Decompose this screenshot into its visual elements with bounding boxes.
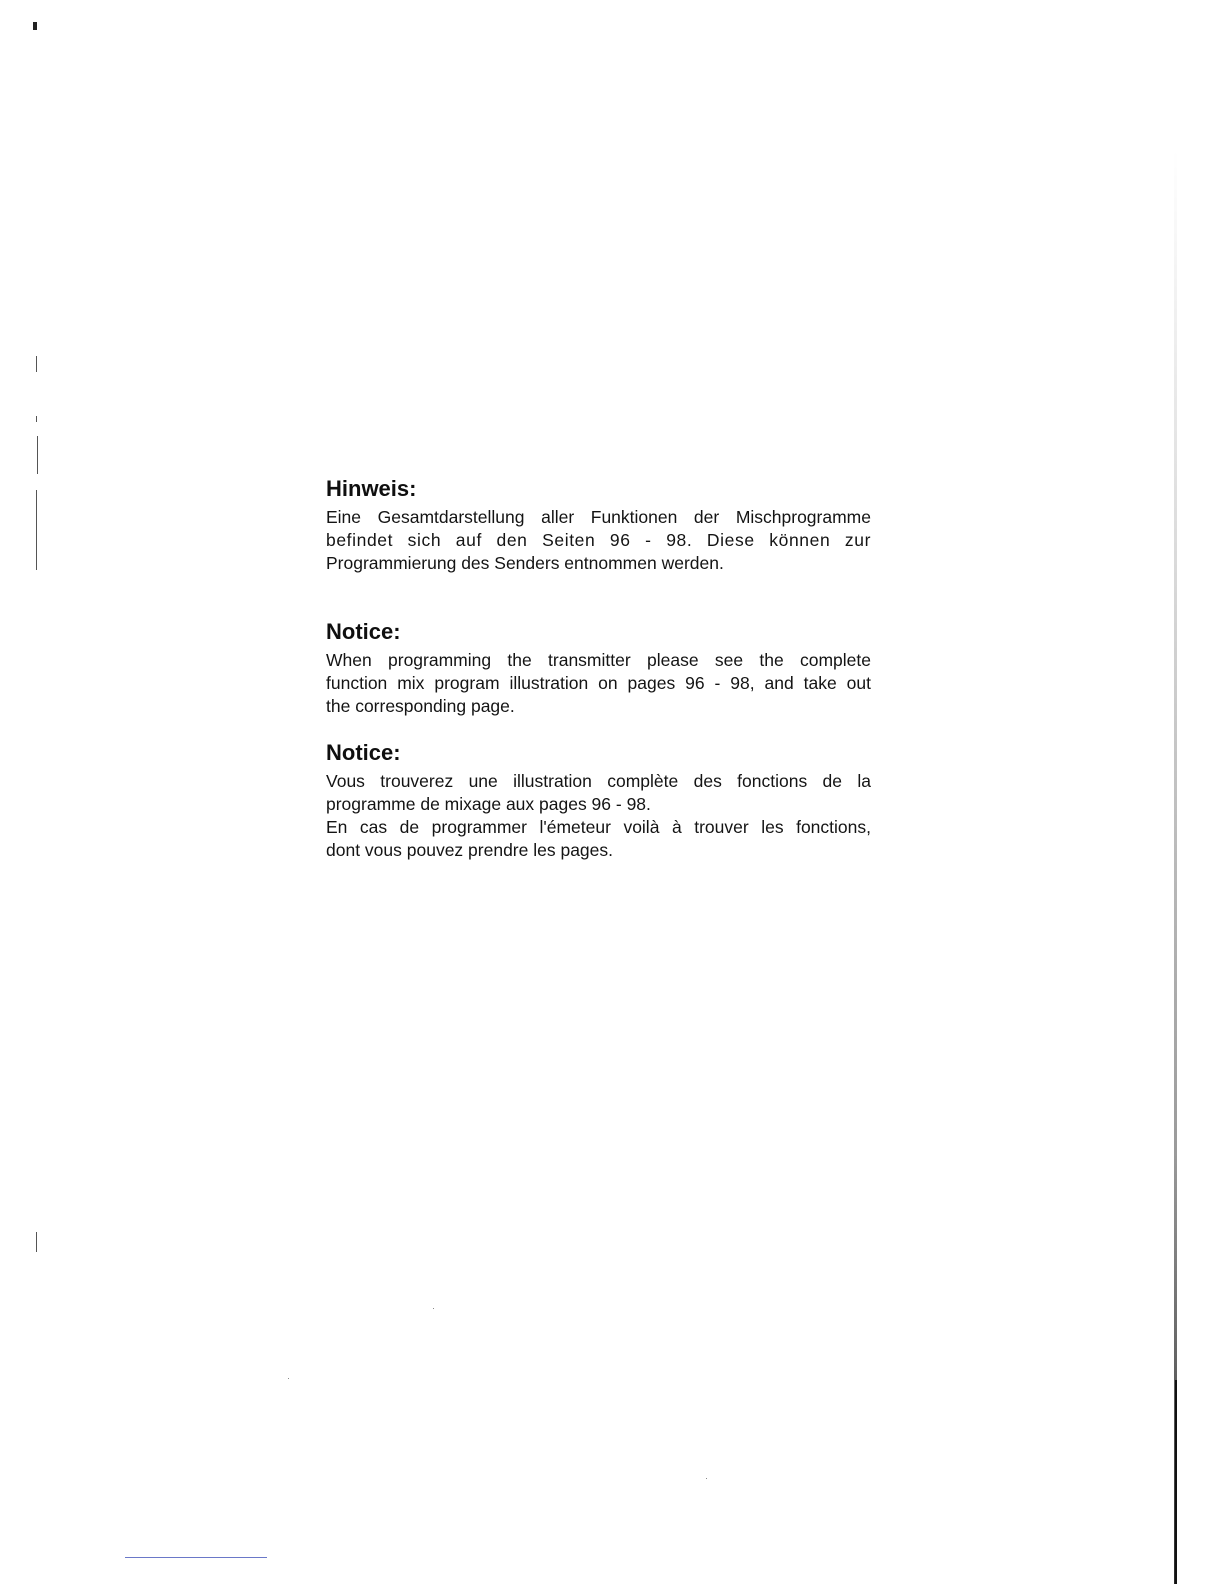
note-line: programme de mixage aux pages 96 - 98.	[326, 794, 651, 814]
scan-mark	[706, 1478, 707, 1479]
note-body	[326, 506, 871, 575]
note-line: Vous trouverez une illustration complète des fonctions de la	[326, 771, 871, 791]
scan-edge	[1175, 1380, 1177, 1584]
note-heading: Notice:	[326, 619, 401, 644]
note-body	[326, 770, 871, 862]
scan-mark	[36, 1232, 37, 1252]
scan-edge	[125, 1557, 267, 1558]
note-line: befindet sich auf den Seiten 96 - 98. Diese können zur	[326, 530, 871, 550]
scan-mark	[433, 1308, 434, 1309]
note-line: Eine Gesamtdarstellung aller Funktionen der Mischprogramme	[326, 507, 871, 527]
scan-mark	[36, 356, 37, 372]
scan-mark	[288, 1378, 289, 1379]
notes-block	[326, 476, 871, 862]
note-french	[326, 740, 871, 862]
note-line: dont vous pouvez prendre les pages.	[326, 840, 613, 860]
note-line: When programming the transmitter please see the complete	[326, 650, 871, 670]
scan-mark	[33, 22, 37, 30]
note-heading: Notice:	[326, 740, 401, 765]
note-english	[326, 619, 871, 718]
note-line: Programmierung des Senders entnommen werden.	[326, 553, 724, 573]
note-heading: Hinweis:	[326, 476, 417, 501]
scan-mark	[36, 416, 37, 422]
note-line: function mix program illustration on pages 96 - 98, and take out	[326, 673, 871, 693]
scan-mark	[36, 490, 37, 570]
note-body	[326, 649, 871, 718]
note-german	[326, 476, 871, 575]
note-line: the corresponding page.	[326, 696, 515, 716]
scan-edge	[1174, 150, 1177, 1584]
scan-mark	[37, 436, 38, 474]
note-line: En cas de programmer l'émeteur voilà à trouver les fonctions,	[326, 817, 871, 837]
